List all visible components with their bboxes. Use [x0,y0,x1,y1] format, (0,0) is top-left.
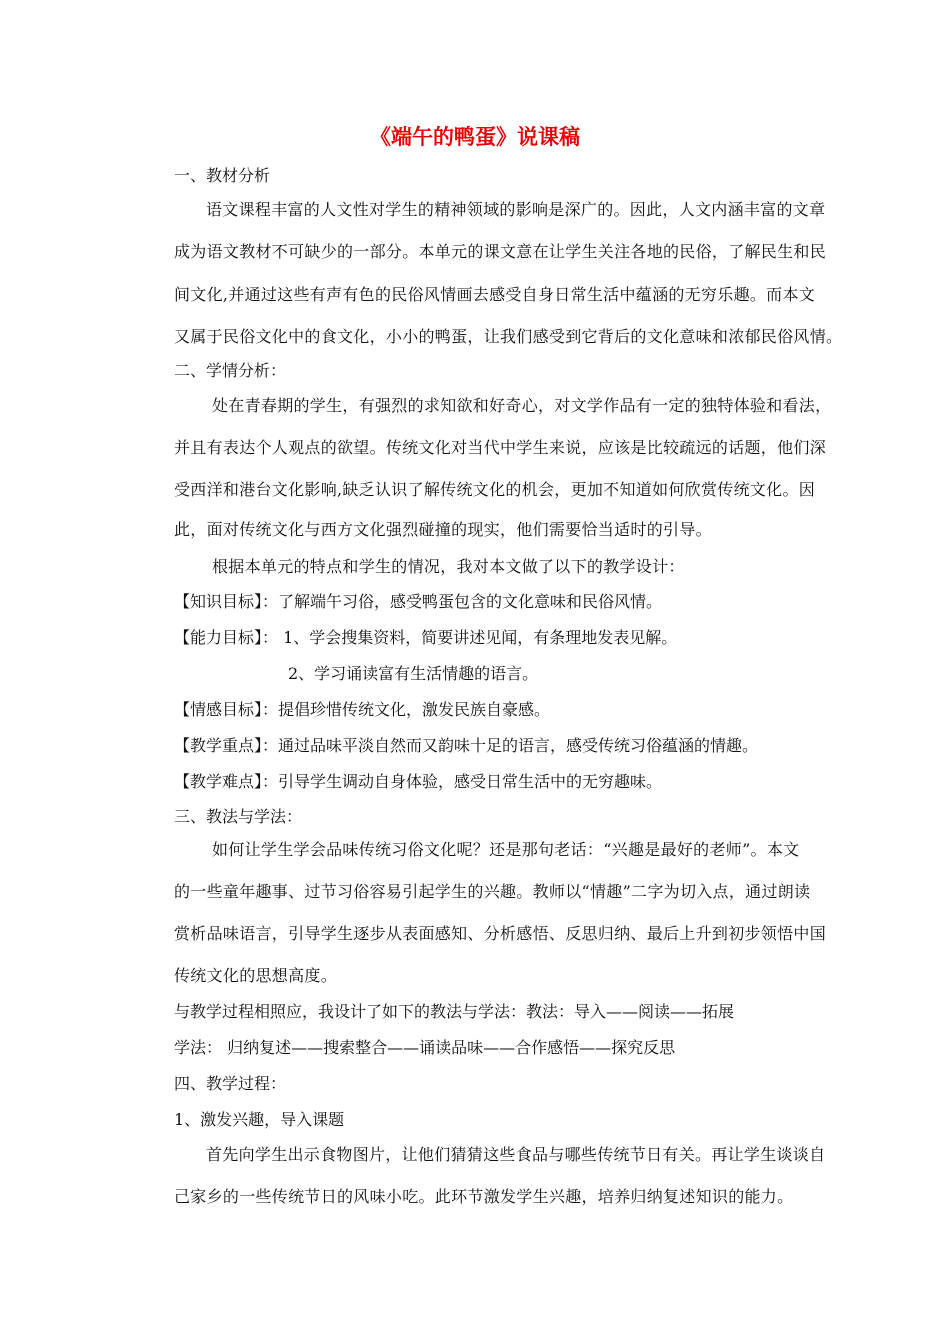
goal-text: 提倡珍惜传统文化，激发民族自豪感。 [278,700,551,719]
paragraph-line: 如何让学生学会品味传统习俗文化呢？还是那句老话：“兴趣是最好的老师”。本文 [212,840,800,859]
paragraph-line: 首先向学生出示食物图片，让他们猜猜这些食品与哪些传统节日有关。再让学生谈谈自 [206,1145,826,1164]
paragraph-line: 此，面对传统文化与西方文化强烈碰撞的现实，他们需要恰当适时的引导。 [174,520,712,539]
section-heading-student-analysis: 二、学情分析： [174,361,287,380]
paragraph-line: 语文课程丰富的人文性对学生的精神领域的影响是深广的。因此，人文内涵丰富的文章 [206,200,826,219]
paragraph-line: 受西洋和港台文化影响,缺乏认识了解传统文化的机会，更加不知道如何欣赏传统文化。因 [174,480,816,499]
paragraph-line: 传统文化的思想高度。 [174,966,338,985]
paragraph-line: 赏析品味语言，引导学生逐步从表面感知、分析感悟、反思归纳、最后上升到初步领悟中国 [174,924,827,943]
paragraph-line: 与教学过程相照应，我设计了如下的教法与学法：教法：导入——阅读——拓展 [174,1002,735,1021]
goal-label: 【情感目标】： [174,700,279,719]
goal-label: 【知识目标】： [174,592,279,611]
paragraph-line: 成为语文教材不可缺少的一部分。本单元的课文意在让学生关注各地的民俗，了解民生和民 [174,242,827,261]
goal-text: 2、学习诵读富有生活情趣的语言。 [288,664,539,683]
goal-text: 通过品味平淡自然而又韵味十足的语言，感受传统习俗蕴涵的情趣。 [278,736,759,755]
section-heading-teaching-process: 四、教学过程： [174,1074,287,1093]
goal-teaching-difficulty [174,770,662,794]
subheading: 1、激发兴趣，导入课题 [174,1110,345,1129]
goal-label: 【能力目标】： [174,628,279,647]
goal-label: 【教学难点】： [174,772,279,791]
goal-emotion [174,698,550,722]
paragraph-line: 间文化,并通过这些有声有色的民俗风情画去感受自身日常生活中蕴涵的无穷乐趣。而本文 [174,285,816,304]
goal-teaching-focus [174,734,758,758]
paragraph-line: 又属于民俗文化中的食文化，小小的鸭蛋，让我们感受到它背后的文化意味和浓郁民俗风情。 [174,327,843,346]
paragraph-line: 根据本单元的特点和学生的情况，我对本文做了以下的教学设计： [212,557,685,576]
goal-label: 【教学重点】： [174,736,279,755]
goal-knowledge [174,590,662,614]
paragraph-line: 学法： 归纳复述——搜索整合——诵读品味——合作感悟——探究反思 [174,1038,676,1057]
section-heading-textbook-analysis: 一、教材分析 [174,166,271,185]
paragraph-line: 处在青春期的学生，有强烈的求知欲和好奇心，对文学作品有一定的独特体验和看法， [212,396,832,415]
paragraph-line: 己家乡的一些传统节日的风味小吃。此环节激发学生兴趣，培养归纳复述知识的能力。 [174,1187,794,1206]
goal-text: 1、学会搜集资料，简要讲述见闻，有条理地发表见解。 [278,628,678,647]
goal-text: 引导学生调动自身体验，感受日常生活中的无穷趣味。 [278,772,663,791]
goal-text: 了解端午习俗，感受鸭蛋包含的文化意味和民俗风情。 [278,592,663,611]
document-title: 《端午的鸭蛋》说课稿 [370,124,580,149]
paragraph-line: 并且有表达个人观点的欲望。传统文化对当代中学生来说，应该是比较疏远的话题，他们深 [174,438,827,457]
goal-ability [174,626,677,650]
section-heading-methods: 三、教法与学法： [174,807,303,826]
goal-ability-item-2 [288,662,538,686]
paragraph-line: 的一些童年趣事、过节习俗容易引起学生的兴趣。教师以“情趣”二字为切入点，通过朗读 [174,882,811,901]
